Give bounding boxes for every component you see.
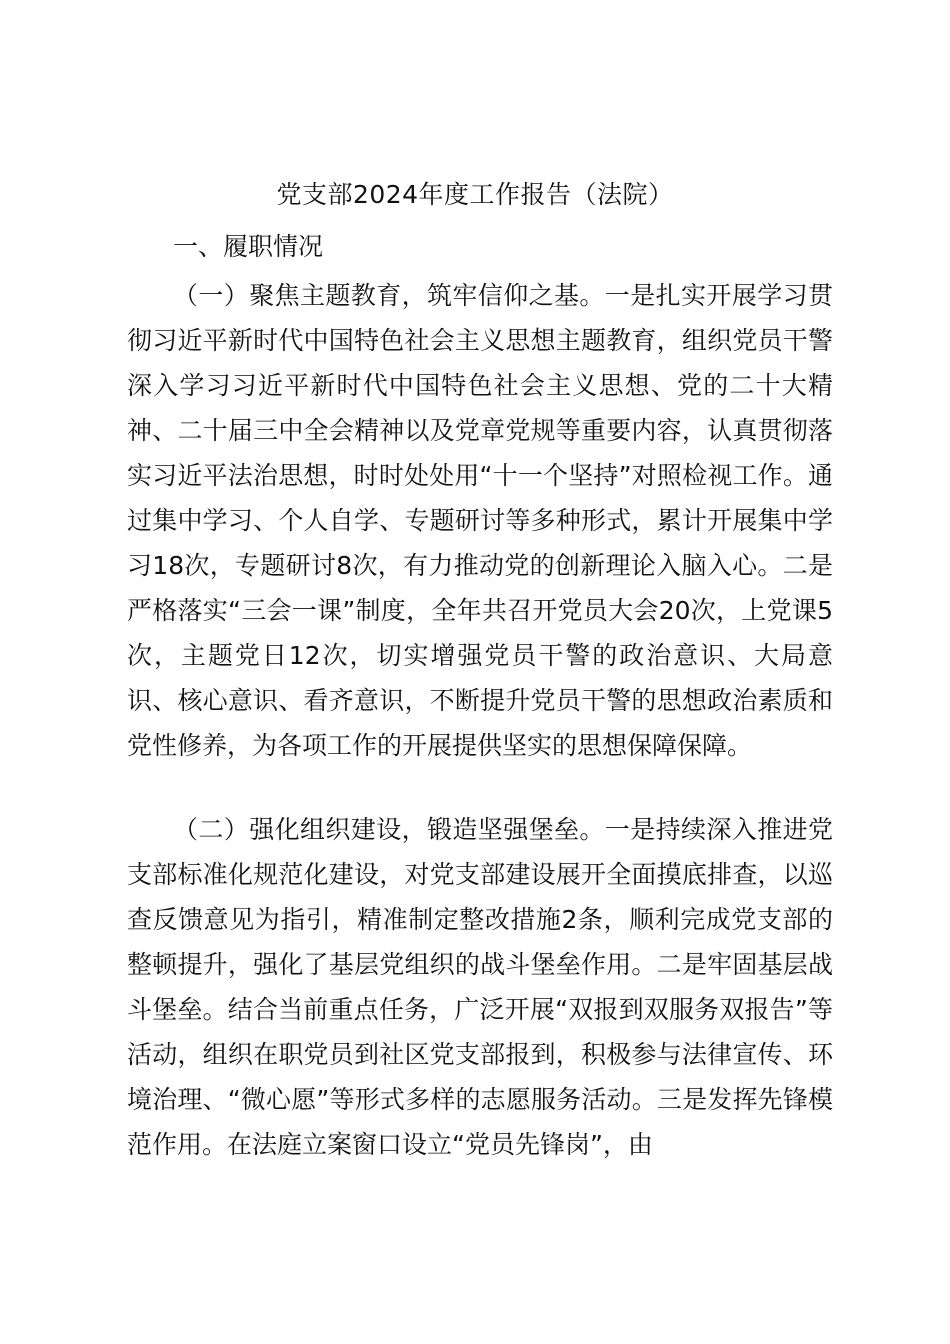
section-heading: 一、履职情况 <box>173 232 324 261</box>
document-title: 党支部2024年度工作报告（法院） <box>276 180 674 209</box>
paragraph-1: （一）聚焦主题教育，筑牢信仰之基。一是扎实开展学习贯彻习近平新时代中国特色社会主义思想主题教育，组织党员干警深入学习习近平新时代中国特色社会主义思想、党的二十大精神、二十届三中全会精神以及党章党规等重要内容，认真贯彻落实习近平法治思想，时时处处用“十一个坚持”对照检视工作。通过集中学习、个人自学、专题研讨等多种形式，累计开展集中学习18次，专题研讨8次，有力推动党的创新理论入脑入心。二是严格落实“三会一课”制度，全年共召开党员大会20次，上党课5次，主题党日12次，切实增强党员干警的政治意识、大局意识、核心意识、看齐意识，不断提升党员干警的思想政治素质和党性修养，为各项工作的开展提供坚实的思想保障保障。 <box>127 281 833 760</box>
paragraph-2: （二）强化组织建设，锻造坚强堡垒。一是持续深入推进党支部标准化规范化建设，对党支部建设展开全面摸底排查，以巡查反馈意见为指引，精准制定整改措施2条，顺利完成党支部的整顿提升，强化了基层党组织的战斗堡垒作用。二是牢固基层战斗堡垒。结合当前重点任务，广泛开展“双报到双服务双报告”等活动，组织在职党员到社区党支部报到，积极参与法律宣传、环境治理、“微心愿”等形式多样的志愿服务活动。三是发挥先锋模范作用。在法庭立案窗口设立“党员先锋岗”，由 <box>127 815 833 1159</box>
